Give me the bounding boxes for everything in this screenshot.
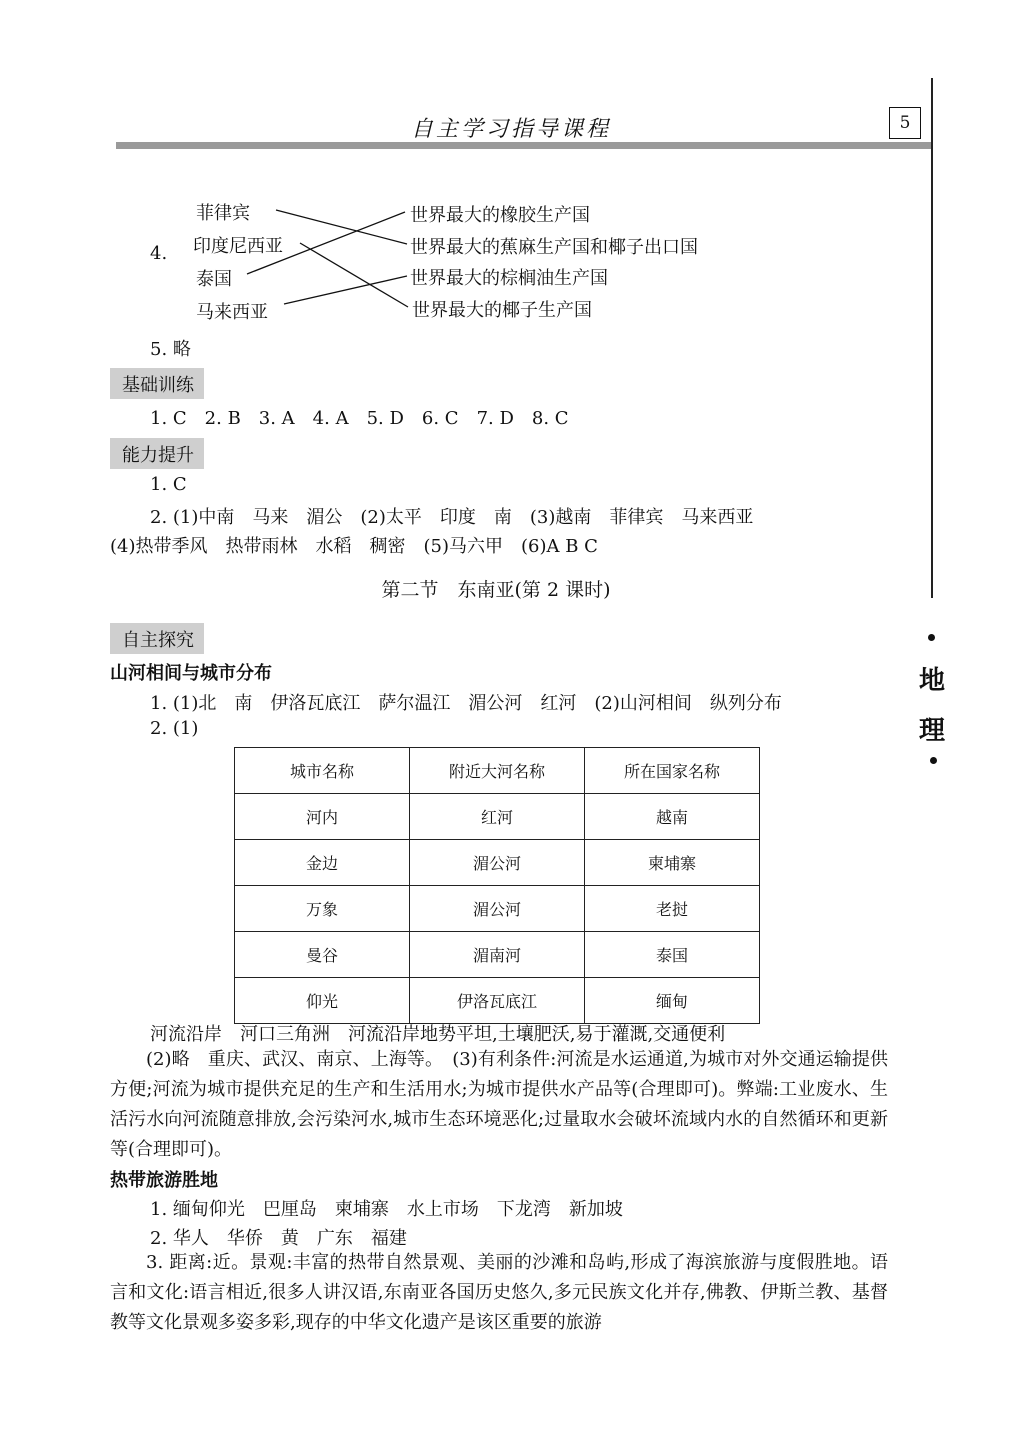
side-dot-icon <box>930 757 937 764</box>
side-label-di: 地 <box>919 666 946 696</box>
jichu-answers: 1. C 2. B 3. A 4. A 5. D 6. C 7. D 8. C <box>150 408 569 429</box>
table-cell: 老挝 <box>585 886 760 932</box>
table-row <box>235 840 760 886</box>
table-cell: 泰国 <box>585 932 760 978</box>
book-title: 自主学习指导课程 <box>410 117 611 142</box>
table-row <box>235 932 760 978</box>
table-cell: 伊洛瓦底江 <box>410 978 585 1024</box>
table-row <box>235 978 760 1024</box>
table-cell: 湄南河 <box>410 932 585 978</box>
table-header-row <box>235 748 760 794</box>
match-left-3: 泰国 <box>196 269 232 290</box>
table-cell: 河内 <box>235 794 410 840</box>
match-right-3: 世界最大的棕榈油生产国 <box>410 268 608 289</box>
table-header: 所在国家名称 <box>585 748 760 794</box>
nengli-line-1: 1. C <box>150 474 187 495</box>
match-line <box>284 276 407 304</box>
tour-paragraph-3: 3. 距离:近。景观:丰富的热带自然景观、美丽的沙滩和岛屿,形成了海滨旅游与度假胜地。语言和文化:语言相近,很多人讲汉语,东南亚各国历史悠久,多元民族文化并存,佛教、伊斯兰教、基督教等文化景观多姿多彩,现存的中华文化遗产是该区重要的旅游 <box>110 1252 888 1333</box>
table-cell: 缅甸 <box>585 978 760 1024</box>
match-line <box>300 243 408 307</box>
side-label-li: 理 <box>919 716 946 746</box>
tag-zizhu: 自主探究 <box>110 623 204 654</box>
match-left-4: 马来西亚 <box>196 302 268 323</box>
table-cell: 红河 <box>410 794 585 840</box>
table-cell: 柬埔寨 <box>585 840 760 886</box>
table-cell: 湄公河 <box>410 840 585 886</box>
section-title: 第二节 东南亚(第 2 课时) <box>381 579 611 601</box>
tour-line-2: 2. 华人 华侨 黄 广东 福建 <box>150 1228 407 1249</box>
match-right-1: 世界最大的橡胶生产国 <box>410 205 590 226</box>
table-cell: 万象 <box>235 886 410 932</box>
nengli-line-2: 2. (1)中南 马来 湄公 (2)太平 印度 南 (3)越南 菲律宾 马来西亚 <box>150 507 754 528</box>
side-dot-icon <box>928 634 935 641</box>
match-line <box>247 212 405 274</box>
match-right-4: 世界最大的椰子生产国 <box>412 300 592 321</box>
table-header: 附近大河名称 <box>410 748 585 794</box>
table-cell: 湄公河 <box>410 886 585 932</box>
table-cell: 曼谷 <box>235 932 410 978</box>
match-left-2: 印度尼西亚 <box>193 236 283 257</box>
zizhu-line-1: 1. (1)北 南 伊洛瓦底江 萨尔温江 湄公河 红河 (2)山河相间 纵列分布 <box>150 693 782 714</box>
city-river-table <box>234 747 760 1024</box>
table-cell: 仰光 <box>235 978 410 1024</box>
after-table-line: 河流沿岸 河口三角洲 河流沿岸地势平坦,土壤肥沃,易于灌溉,交通便利 <box>150 1024 726 1045</box>
table-row <box>235 794 760 840</box>
subheading-tourism: 热带旅游胜地 <box>110 1170 218 1191</box>
table-cell: 金边 <box>235 840 410 886</box>
zizhu-line-2: 2. (1) <box>150 718 199 739</box>
tag-jichu: 基础训练 <box>110 368 204 399</box>
tag-nengli: 能力提升 <box>110 438 204 469</box>
page-number: 5 <box>889 107 921 139</box>
nengli-line-3: (4)热带季风 热带雨林 水稻 稠密 (5)马六甲 (6)A B C <box>110 536 598 557</box>
paragraph-2: (2)略 重庆、武汉、南京、上海等。 (3)有利条件:河流是水运通道,为城市对外交通运输提供方便;河流为城市提供充足的生产和生活用水;为城市提供水产品等(合理即可)。弊端:工业废水、生活污水向河流随意排放,会污染河水,城市生态环境恶化;过量取水会破坏流域内水的自然循环和更新等(合理即可)。 <box>110 1049 888 1160</box>
table-header: 城市名称 <box>235 748 410 794</box>
match-left-1: 菲律宾 <box>196 203 250 224</box>
matching-number: 4. <box>150 243 168 264</box>
match-line <box>276 210 407 244</box>
table-cell: 越南 <box>585 794 760 840</box>
match-right-2: 世界最大的蕉麻生产国和椰子出口国 <box>410 237 698 258</box>
table-row <box>235 886 760 932</box>
subheading-shanhe: 山河相间与城市分布 <box>110 663 272 684</box>
item-5: 5. 略 <box>150 339 191 360</box>
tour-line-1: 1. 缅甸仰光 巴厘岛 柬埔寨 水上市场 下龙湾 新加坡 <box>150 1199 623 1220</box>
